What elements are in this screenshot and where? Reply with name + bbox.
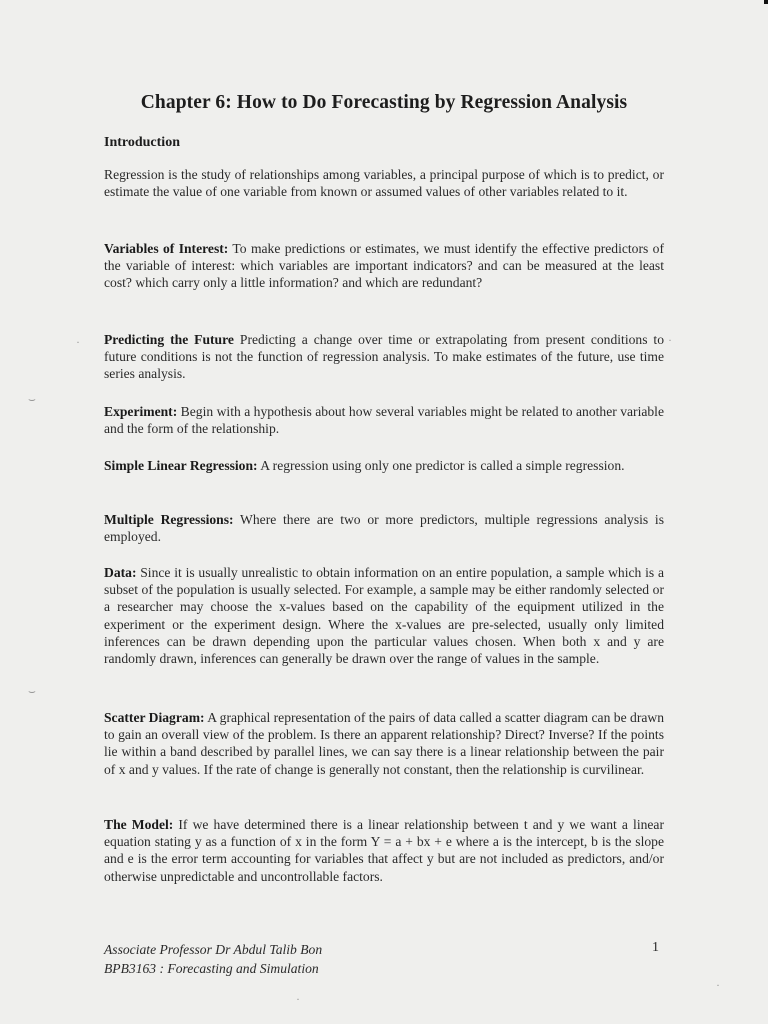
paragraph-label: Predicting the Future bbox=[104, 332, 234, 347]
footer bbox=[104, 940, 322, 978]
paragraph-experiment bbox=[104, 403, 664, 437]
scan-artifact-mark: · bbox=[716, 978, 720, 992]
paragraph-text: A graphical representation of the pairs of data called a scatter diagram can be drawn to gain an overall view of the problem. Is there an apparent relationship? Direct? Inverse? If the points lie within a band described by parallel lines, we can say there is a linear relationship between the pair of x and y values. If the rate of change is generally not constant, then the relationship is curvilinear. bbox=[104, 710, 664, 777]
paragraph-label: Scatter Diagram: bbox=[104, 710, 205, 725]
paragraph-text: To make predictions or estimates, we must identify the effective predictors of the variable of interest: which variables are important indicators? and can be measured at the least cost? which carry only a little information? and which are redundant? bbox=[104, 241, 664, 291]
paragraph-label: Experiment: bbox=[104, 404, 178, 419]
scan-artifact-mark: · bbox=[76, 335, 80, 349]
scan-artifact-mark: · bbox=[296, 992, 300, 1006]
footer-course: BPB3163 : Forecasting and Simulation bbox=[104, 961, 319, 976]
paragraph-scatter-diagram bbox=[104, 709, 664, 778]
paragraph-label: Variables of Interest: bbox=[104, 241, 229, 256]
paragraph-text: Begin with a hypothesis about how several variables might be related to another variable and the form of the relationship. bbox=[104, 404, 664, 437]
section-heading-introduction: Introduction bbox=[104, 135, 180, 150]
paragraph-label: Multiple Regressions: bbox=[104, 512, 234, 527]
page-title: Chapter 6: How to Do Forecasting by Regression Analysis bbox=[140, 92, 628, 113]
scan-artifact-mark: ⌣ bbox=[28, 684, 36, 698]
paragraph-text: Predicting a change over time or extrapolating from present conditions to future conditions is not the function of regression analysis. To make estimates of the future, use time series analysis. bbox=[104, 332, 664, 382]
paragraph-simple-linear-regression bbox=[104, 457, 664, 474]
intro-paragraph: Regression is the study of relationships among variables, a principal purpose of which is to predict, or estimate the value of one variable from known or assumed values of other variables related to it. bbox=[104, 167, 664, 200]
paragraph-the-model bbox=[104, 816, 664, 885]
paragraph-label: The Model: bbox=[104, 817, 174, 832]
scan-edge-mark bbox=[764, 0, 768, 4]
paragraph-label: Simple Linear Regression: bbox=[104, 458, 258, 473]
paragraph-predicting-the-future bbox=[104, 331, 664, 383]
paragraph-text: Since it is usually unrealistic to obtain information on an entire population, a sample which is a subset of the population is usually selected. For example, a sample may be either randomly selected or a researcher may choose the x-values based on the capability of the equipment utilized in the experiment or the experiment design. Where the x-values are pre-selected, usually only limited inferences can be drawn depending upon the particular values chosen. When both x and y are randomly drawn, inferences can generally be drawn over the range of values in the sample. bbox=[104, 565, 664, 667]
scan-artifact-mark: ⌣ bbox=[28, 392, 36, 406]
paragraph-text: Where there are two or more predictors, multiple regressions analysis is employed. bbox=[104, 512, 664, 545]
scan-artifact-mark: · bbox=[668, 333, 672, 347]
paragraph-data bbox=[104, 564, 664, 667]
paragraph-text: If we have determined there is a linear relationship between t and y we want a linear equation stating y as a function of x in the form Y = a + bx + e where a is the intercept, b is the slope and e is the error term accounting for variables that affect y but are not included as predictors, and/or otherwise unpredictable and uncontrollable factors. bbox=[104, 817, 664, 884]
paragraph-text: A regression using only one predictor is called a simple regression. bbox=[257, 458, 625, 473]
paragraph-label: Data: bbox=[104, 565, 137, 580]
page-number: 1 bbox=[652, 940, 659, 955]
paragraph-multiple-regressions bbox=[104, 511, 664, 545]
paragraph-variables-of-interest bbox=[104, 240, 664, 292]
footer-author: Associate Professor Dr Abdul Talib Bon bbox=[104, 942, 323, 957]
